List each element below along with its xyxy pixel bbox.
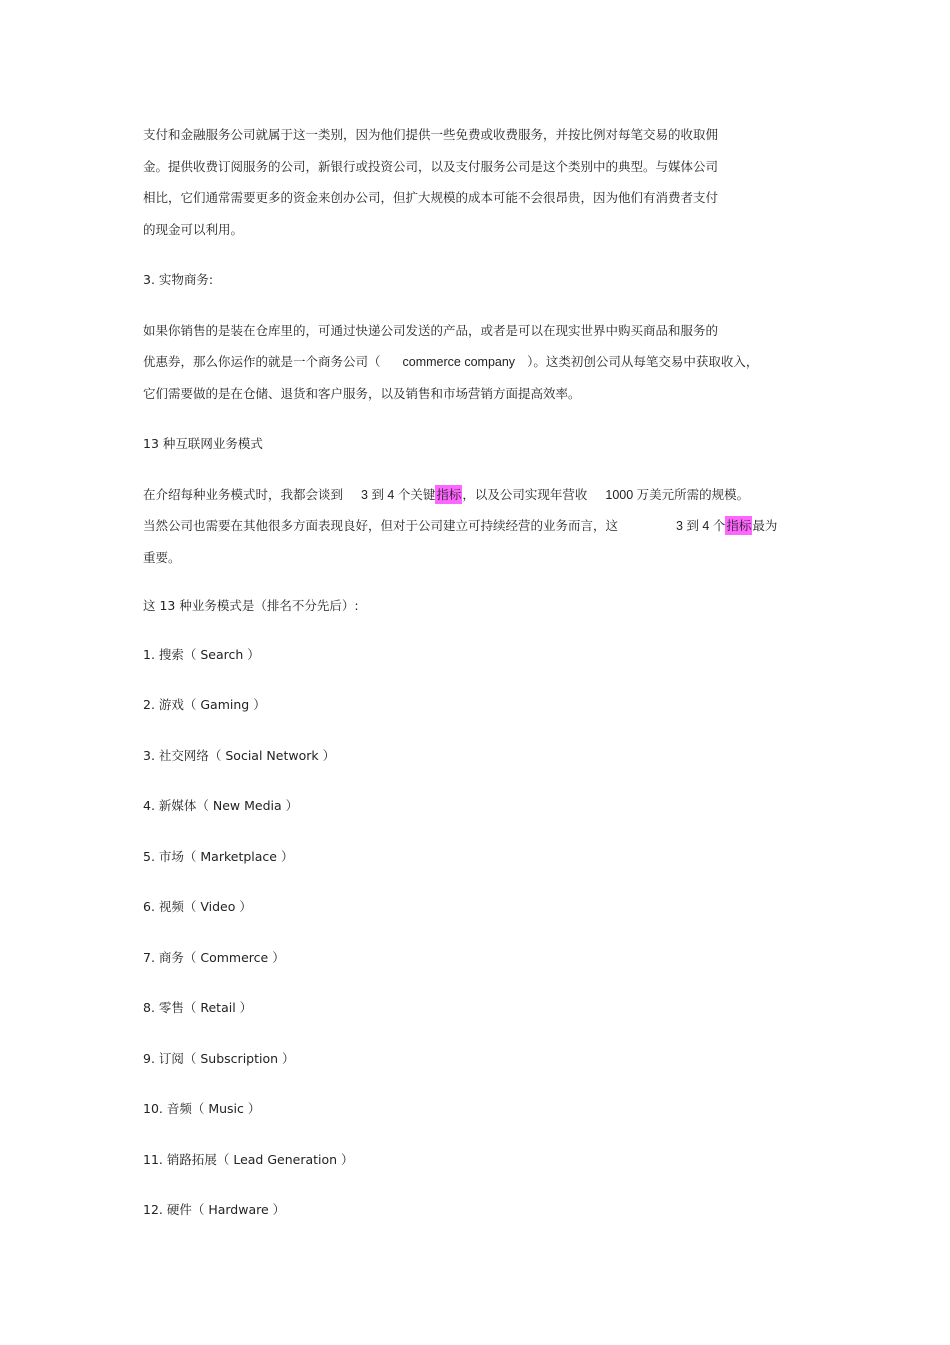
list-intro: 这 13 种业务模式是（排名不分先后）: bbox=[143, 598, 359, 613]
list-item: 9. 订阅（ Subscription ） bbox=[143, 1050, 295, 1066]
paragraph-line: 的现金可以利用。 bbox=[143, 221, 244, 237]
list-item: 7. 商务（ Commerce ） bbox=[143, 949, 285, 965]
list-item: 6. 视频（ Video ） bbox=[143, 899, 252, 914]
paragraph-line: 当然公司也需要在其他很多方面表现良好，但对于公司建立可持续经营的业务而言，这 3 到 4 个指标最为 bbox=[143, 518, 778, 533]
list-item: 10. 音频（ Music ） bbox=[143, 1101, 261, 1116]
list-item: 11. 销路拓展（ Lead Generation ） bbox=[143, 1151, 354, 1167]
section-heading-13-models: 13 种互联网业务模式 bbox=[143, 436, 263, 451]
list-item: 1. 搜索（ Search ） bbox=[143, 646, 260, 662]
paragraph-line: 如果你销售的是装在仓库里的，可通过快递公司发送的产品，或者是可以在现实世界中购买商品和服务的 bbox=[143, 322, 719, 338]
highlighted-term: 指标 bbox=[436, 486, 462, 502]
paragraph-line: 相比，它们通常需要更多的资金来创办公司，但扩大规模的成本可能不会很昂贵，因为他们有消费者支付 bbox=[143, 190, 719, 205]
paragraph-line: 支付和金融服务公司就属于这一类别，因为他们提供一些免费或收费服务，并按比例对每笔交易的收取佣 bbox=[143, 127, 719, 142]
document-body bbox=[143, 125, 823, 1251]
paragraph-line: 它们需要做的是在仓储、退货和客户服务，以及销售和市场营销方面提高效率。 bbox=[143, 385, 581, 401]
list-item: 8. 零售（ Retail ） bbox=[143, 1000, 253, 1015]
section-heading-physical-commerce: 3. 实物商务: bbox=[143, 272, 214, 287]
business-model-list bbox=[143, 645, 823, 1251]
list-item: 4. 新媒体（ New Media ） bbox=[143, 798, 299, 813]
list-item: 2. 游戏（ Gaming ） bbox=[143, 697, 266, 712]
list-item: 5. 市场（ Marketplace ） bbox=[143, 848, 294, 864]
list-item: 3. 社交网络（ Social Network ） bbox=[143, 747, 336, 763]
list-item: 12. 硬件（ Hardware ） bbox=[143, 1202, 286, 1217]
commerce-company-term: commerce company bbox=[402, 355, 516, 369]
paragraph-line: 优惠券，那么你运作的就是一个商务公司（ commerce company ）。这类初创公司从每笔交易中获取收入， bbox=[143, 354, 759, 369]
highlighted-term: 指标 bbox=[726, 518, 752, 533]
paragraph-line: 重要。 bbox=[143, 549, 181, 565]
paragraph-line: 在介绍每种业务模式时，我都会谈到 3 到 4 个关键指标，以及公司实现年营收 1000 万美元所需的规模。 bbox=[143, 486, 750, 502]
paragraph-line: 金。提供收费订阅服务的公司，新银行或投资公司，以及支付服务公司是这个类别中的典型。与媒体公司 bbox=[143, 158, 719, 174]
